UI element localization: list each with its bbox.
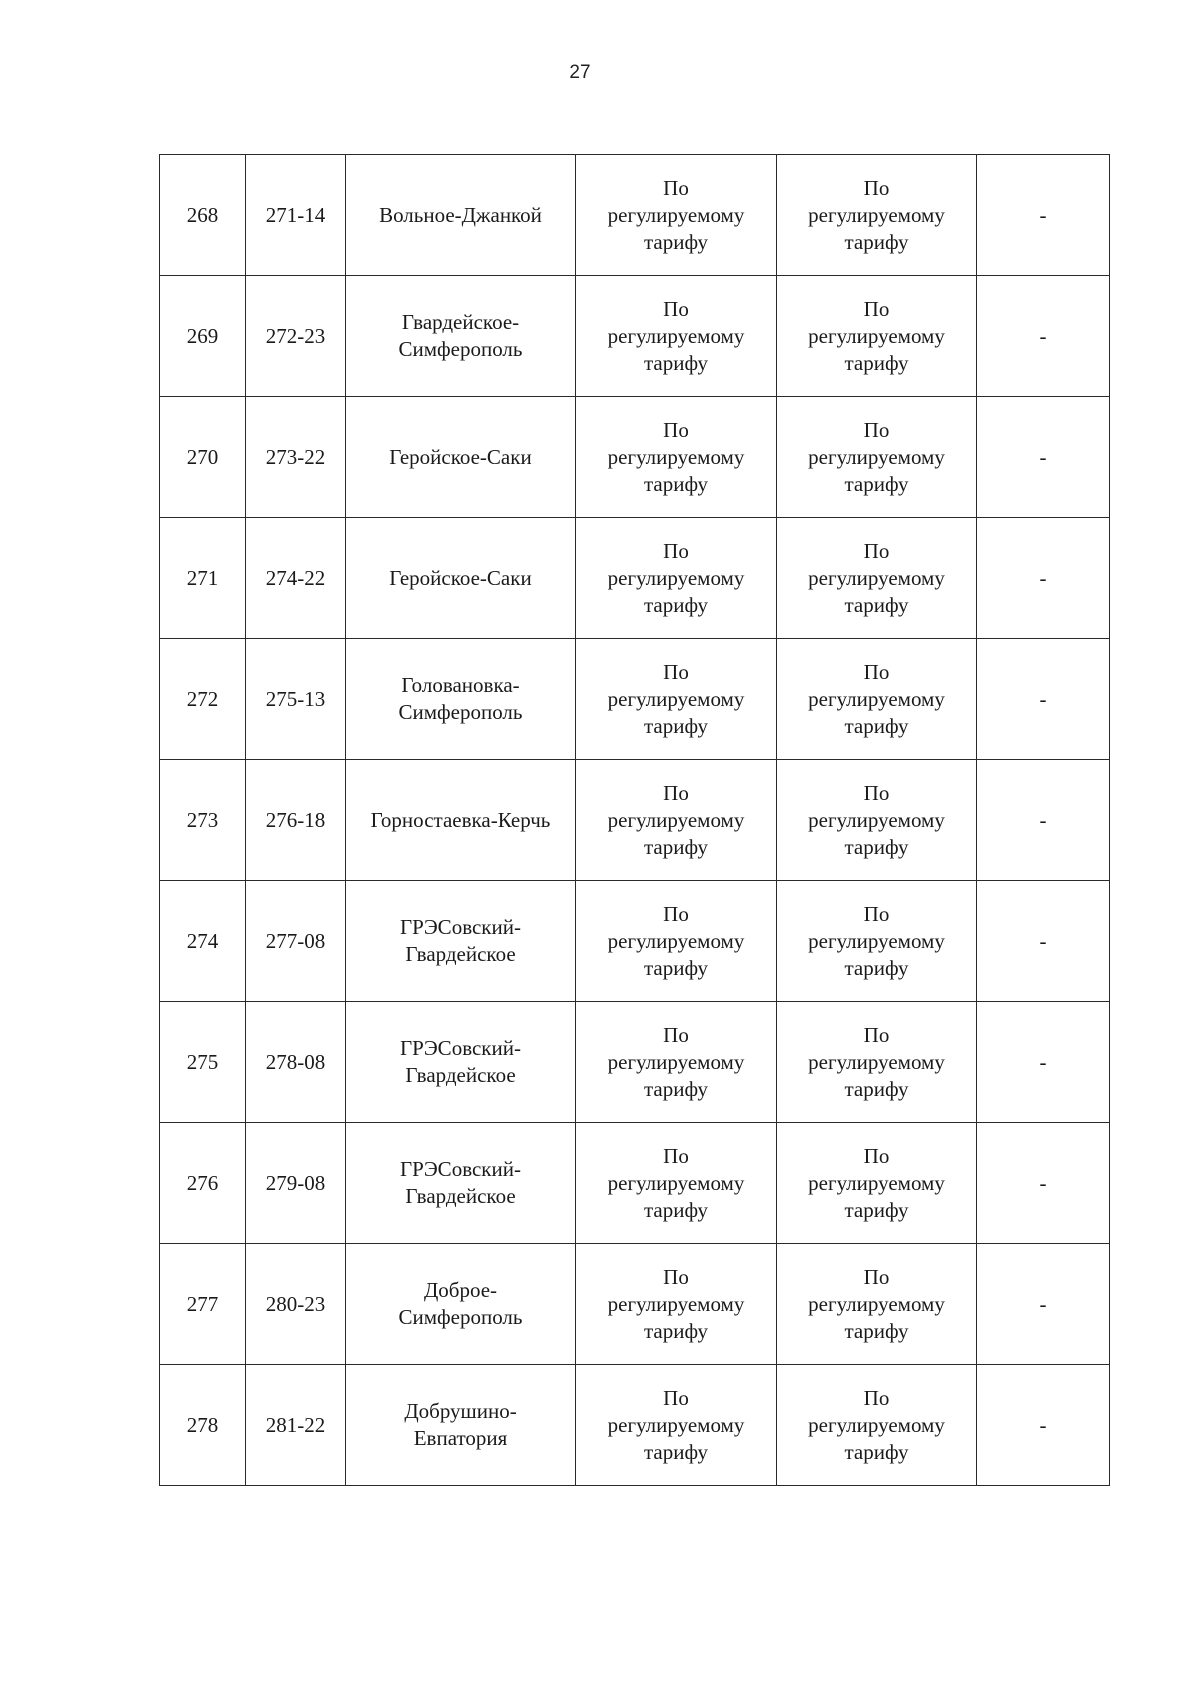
row-number-cell: 277 [160,1244,246,1365]
route-code-cell: 274-22 [246,518,346,639]
route-name-cell [346,881,576,1002]
row-number-cell: 274 [160,881,246,1002]
route-name-cell-line: Доброе- [423,1278,498,1302]
table-row [160,1002,1110,1123]
route-name-cell-line: Вольное-Джанкой [379,202,542,227]
tariff-b-cell-line: тарифу [844,1197,909,1222]
route-name-cell [346,155,576,276]
tariff-a-cell-line: регулируемому [607,202,745,227]
tariff-a-cell-line: тарифу [643,834,709,859]
route-code-cell: 276-18 [246,760,346,881]
tariff-b-cell [777,639,977,760]
tariff-a-cell-line: тарифу [643,1197,709,1222]
tariff-a-cell-line: регулируемому [607,807,745,832]
route-name-cell-line: ГРЭСовский- [400,1157,521,1181]
note-cell: - [977,155,1110,276]
tariff-a-cell [576,1365,777,1486]
route-code-cell: 280-23 [246,1244,346,1365]
route-name-cell [346,397,576,518]
tariff-a-cell-line: тарифу [643,713,709,738]
page-number: 27 [569,62,591,83]
tariff-a-cell-line: регулируемому [607,1291,745,1316]
route-name-cell [346,1244,576,1365]
tariff-b-cell-line: По [863,417,890,442]
tariff-a-cell [576,1002,777,1123]
route-name-cell [346,760,576,881]
tariff-b-cell-line: тарифу [844,350,909,375]
tariff-a-cell-line: регулируемому [607,323,745,348]
note-cell: - [977,1002,1110,1123]
tariff-a-cell-line: регулируемому [607,928,745,953]
table-row [160,1123,1110,1244]
table-row [160,518,1110,639]
route-name-cell [346,639,576,760]
route-name-cell-line: Евпатория [413,1426,508,1450]
tariff-a-cell [576,1244,777,1365]
tariff-a-cell [576,276,777,397]
route-name-cell-line: Симферополь [398,337,523,361]
route-code-cell: 271-14 [246,155,346,276]
table-row [160,1365,1110,1486]
tariff-b-cell-line: регулируемому [808,1412,945,1437]
row-number-cell: 268 [160,155,246,276]
tariff-b-cell [777,760,977,881]
route-name-cell-line: Симферополь [398,700,523,724]
tariff-a-cell-line: По [663,1264,689,1289]
tariff-b-cell [777,1002,977,1123]
tariff-a-cell [576,1123,777,1244]
tariff-b-cell-line: По [863,1385,890,1410]
route-name-cell-line: Гвардейское [405,1063,516,1087]
tariff-a-cell-line: По [663,780,689,805]
table-row [160,760,1110,881]
tariff-b-cell-line: По [863,1022,890,1047]
tariff-a-cell-line: По [663,175,689,200]
route-name-cell [346,518,576,639]
tariff-a-cell-line: регулируемому [607,565,745,590]
routes-table [159,154,1110,1486]
note-cell: - [977,397,1110,518]
table-row [160,881,1110,1002]
route-name-cell-line: Симферополь [398,1305,523,1329]
route-code-cell: 281-22 [246,1365,346,1486]
tariff-a-cell [576,639,777,760]
tariff-b-cell-line: тарифу [844,592,909,617]
route-name-cell-line: Добрушино- [404,1399,517,1423]
tariff-a-cell-line: тарифу [643,471,709,496]
tariff-b-cell-line: регулируемому [808,928,945,953]
route-name-cell-line: Горностаевка-Керчь [370,807,551,832]
tariff-b-cell-line: По [863,538,890,563]
tariff-a-cell-line: тарифу [643,1318,709,1343]
tariff-b-cell-line: регулируемому [808,686,945,711]
note-cell: - [977,276,1110,397]
tariff-a-cell-line: По [663,417,689,442]
note-cell: - [977,881,1110,1002]
tariff-a-cell-line: По [663,538,689,563]
tariff-b-cell-line: тарифу [844,955,909,980]
tariff-b-cell [777,155,977,276]
tariff-b-cell [777,518,977,639]
table-row [160,155,1110,276]
tariff-a-cell-line: По [663,659,689,684]
tariff-b-cell-line: регулируемому [808,565,945,590]
row-number-cell: 269 [160,276,246,397]
row-number-cell: 278 [160,1365,246,1486]
note-cell: - [977,760,1110,881]
tariff-b-cell-line: тарифу [844,713,909,738]
route-name-cell [346,276,576,397]
tariff-b-cell-line: тарифу [844,471,909,496]
route-name-cell [346,1002,576,1123]
tariff-b-cell [777,881,977,1002]
row-number-cell: 275 [160,1002,246,1123]
tariff-a-cell-line: По [663,1022,689,1047]
tariff-a-cell-line: тарифу [643,1076,709,1101]
tariff-b-cell [777,397,977,518]
tariff-a-cell-line: регулируемому [607,1412,745,1437]
route-name-cell-line: Геройское-Саки [389,565,532,590]
note-cell: - [977,1244,1110,1365]
tariff-b-cell-line: регулируемому [808,807,945,832]
tariff-b-cell [777,276,977,397]
note-cell: - [977,518,1110,639]
route-name-cell [346,1123,576,1244]
tariff-a-cell-line: тарифу [643,350,709,375]
route-name-cell-line: Голованoвка- [401,673,520,697]
tariff-a-cell [576,397,777,518]
tariff-a-cell [576,518,777,639]
tariff-b-cell-line: регулируемому [808,1291,945,1316]
route-code-cell: 277-08 [246,881,346,1002]
tariff-b-cell-line: По [863,901,890,926]
route-name-cell-line: ГРЭСовский- [400,1036,521,1060]
table-row [160,397,1110,518]
tariff-b-cell-line: регулируемому [808,323,945,348]
row-number-cell: 272 [160,639,246,760]
tariff-a-cell-line: тарифу [643,1439,709,1464]
tariff-b-cell [777,1244,977,1365]
tariff-b-cell-line: тарифу [844,1318,909,1343]
route-name-cell-line: Гвардейское [405,942,516,966]
tariff-a-cell-line: По [663,1385,689,1410]
tariff-b-cell-line: По [863,175,890,200]
route-name-cell [346,1365,576,1486]
tariff-a-cell-line: регулируемому [607,1170,745,1195]
route-code-cell: 279-08 [246,1123,346,1244]
tariff-b-cell-line: По [863,780,890,805]
route-name-cell-line: Гвардейское [405,1184,516,1208]
route-name-cell-line: Гвардейское- [401,310,520,334]
table-row [160,276,1110,397]
row-number-cell: 270 [160,397,246,518]
route-code-cell: 278-08 [246,1002,346,1123]
tariff-b-cell-line: тарифу [844,1076,909,1101]
route-name-cell-line: Геройское-Саки [389,444,532,469]
tariff-a-cell-line: тарифу [643,229,709,254]
tariff-a-cell-line: тарифу [643,592,709,617]
tariff-a-cell-line: По [663,1143,689,1168]
tariff-a-cell [576,760,777,881]
route-code-cell: 275-13 [246,639,346,760]
tariff-b-cell-line: тарифу [844,1439,909,1464]
routes-table-body [160,155,1110,1486]
route-name-cell-line: ГРЭСовский- [400,915,521,939]
route-code-cell: 273-22 [246,397,346,518]
row-number-cell: 273 [160,760,246,881]
row-number-cell: 271 [160,518,246,639]
tariff-a-cell [576,881,777,1002]
tariff-b-cell-line: тарифу [844,834,909,859]
route-code-cell: 272-23 [246,276,346,397]
tariff-a-cell-line: По [663,901,689,926]
note-cell: - [977,639,1110,760]
tariff-b-cell-line: регулируемому [808,1170,945,1195]
tariff-b-cell-line: тарифу [844,229,909,254]
tariff-a-cell [576,155,777,276]
tariff-a-cell-line: регулируемому [607,1049,745,1074]
tariff-a-cell-line: тарифу [643,955,709,980]
tariff-a-cell-line: регулируемому [607,444,745,469]
tariff-b-cell-line: регулируемому [808,202,945,227]
table-row [160,639,1110,760]
note-cell: - [977,1365,1110,1486]
tariff-b-cell-line: регулируемому [808,444,945,469]
row-number-cell: 276 [160,1123,246,1244]
tariff-b-cell [777,1365,977,1486]
tariff-a-cell-line: регулируемому [607,686,745,711]
tariff-b-cell-line: регулируемому [808,1049,945,1074]
table-row [160,1244,1110,1365]
tariff-b-cell-line: По [863,659,890,684]
note-cell: - [977,1123,1110,1244]
tariff-b-cell-line: По [863,1143,890,1168]
tariff-a-cell-line: По [663,296,689,321]
tariff-b-cell [777,1123,977,1244]
tariff-b-cell-line: По [863,1264,890,1289]
tariff-b-cell-line: По [863,296,890,321]
